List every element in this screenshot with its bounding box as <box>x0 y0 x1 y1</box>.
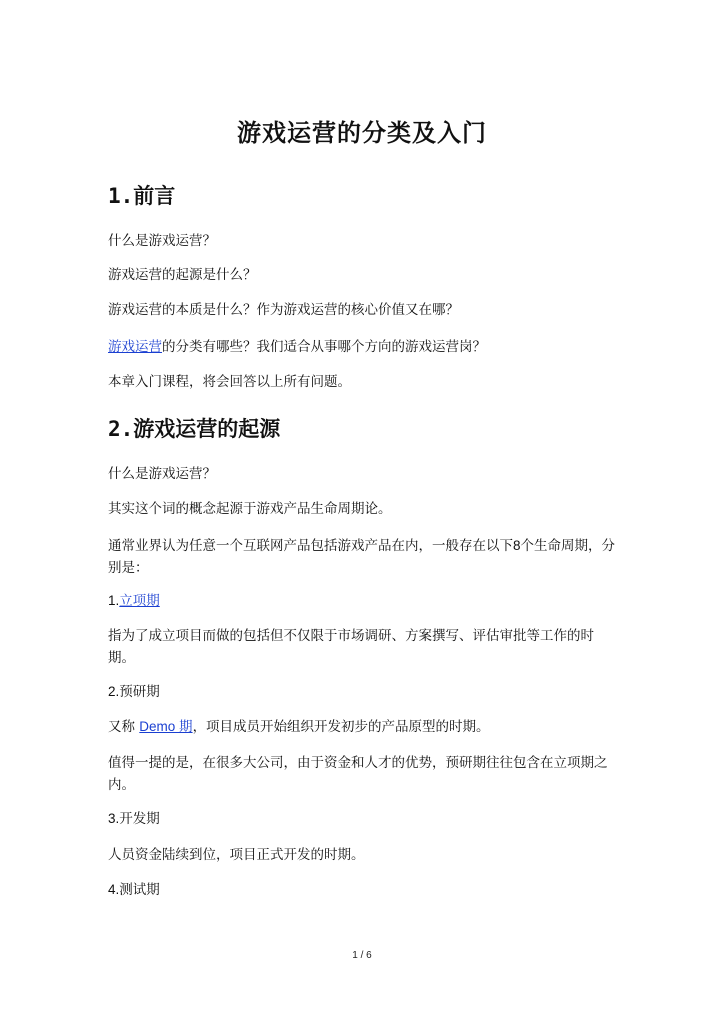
document-title: 游戏运营的分类及入门 <box>237 118 487 147</box>
game-operation-link[interactable]: 游戏运营 <box>108 339 162 355</box>
paragraph: 值得一提的是，在很多大公司，由于资金和人才的优势，预研期往往包含在立项期之内。 <box>108 755 608 793</box>
list-item-3: 3.开发期 <box>108 811 160 827</box>
paragraph: 什么是游戏运营？ <box>108 233 216 249</box>
section-1-number: 1. <box>108 184 134 208</box>
page-indicator: 1 / 6 <box>352 950 372 961</box>
paragraph: 指为了成立项目而做的包括但不仅限于市场调研、方案撰写、评估审批等工作的时期。 <box>108 628 594 666</box>
project-initiation-link[interactable]: 立项期 <box>119 593 160 609</box>
paragraph: 通常业界认为任意一个互联网产品包括游戏产品在内，一般存在以下8个生命周期，分别是： <box>108 538 616 576</box>
list-item-2: 2.预研期 <box>108 684 160 700</box>
paragraph: 其实这个词的概念起源于游戏产品生命周期论。 <box>108 501 392 517</box>
section-1-title: 前言 <box>133 183 176 208</box>
paragraph: 又称 Demo 期，项目成员开始组织开发初步的产品原型的时期。 <box>108 719 490 735</box>
section-2-number: 2. <box>108 417 134 441</box>
paragraph: 人员资金陆续到位，项目正式开发的时期。 <box>108 847 365 863</box>
paragraph: 本章入门课程，将会回答以上所有问题。 <box>108 374 351 390</box>
section-2-heading <box>108 413 280 443</box>
lifecycle-count: 8 <box>513 538 521 553</box>
paragraph: 游戏运营的起源是什么？ <box>108 267 257 283</box>
section-1-heading <box>108 180 175 210</box>
paragraph-text: 的分类有哪些？我们适合从事哪个方向的游戏运营岗？ <box>162 339 486 355</box>
list-item-1: 1.立项期 <box>108 593 160 609</box>
list-item-4: 4.测试期 <box>108 882 160 898</box>
demo-period-link[interactable]: Demo 期 <box>139 719 193 734</box>
paragraph <box>108 336 620 358</box>
paragraph: 什么是游戏运营？ <box>108 466 216 482</box>
paragraph: 游戏运营的本质是什么？作为游戏运营的核心价值又在哪？ <box>108 302 459 318</box>
section-2-title: 游戏运营的起源 <box>133 416 281 441</box>
